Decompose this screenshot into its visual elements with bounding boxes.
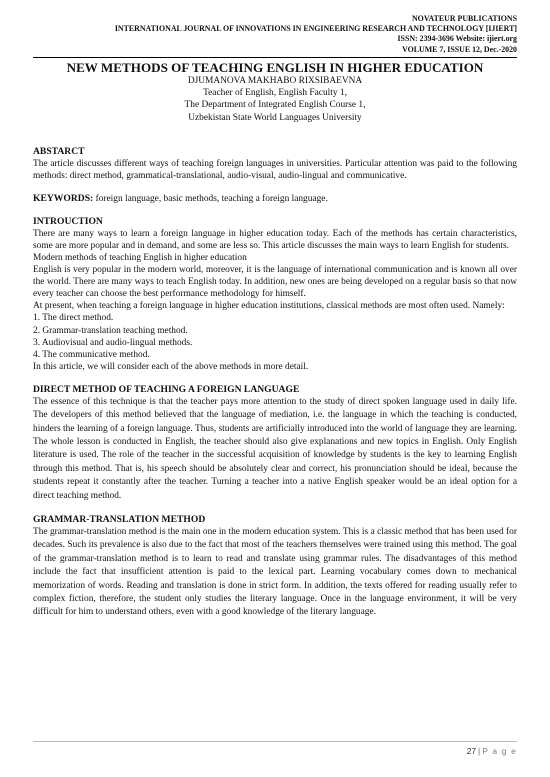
author-name: DJUMANOVA MAKHABO RIXSIBAEVNA [187, 75, 363, 86]
page-footer [467, 746, 517, 756]
direct-method-heading: DIRECT METHOD OF TEACHING A FOREIGN LANGUAGE [33, 383, 300, 395]
issn-line: ISSN: 2394-3696 Website: ijiert.org [397, 34, 517, 44]
list-item: 2. Grammar-translation teaching method. [33, 325, 188, 336]
grammar-translation-section [33, 514, 517, 620]
abstract-heading: ABSTARCT [33, 146, 85, 157]
paragraph: At present, when teaching a foreign language in higher education institutions, classical methods are most often used. Namely: [33, 301, 505, 312]
paragraph: Modern methods of teaching English in higher education [33, 253, 247, 264]
list-item: 1. The direct method. [33, 313, 114, 324]
author-university: Uzbekistan State World Languages University [188, 112, 362, 123]
header-divider [33, 57, 517, 58]
keywords-label: KEYWORDS: [33, 193, 94, 205]
paragraph: The grammar-translation method is the main one in the modern education system. This is a classic method that has been used for decades. Such its prevalence is also due to the fact that most of the teachers themselves were trained using this method. The goal of the grammar-translation method is to learn to read and translate using grammar rules. The disadvantages of this method include the fact that insufficient attention is paid to the lexical part. Learning vocabulary comes down to mechanical memorization of words. Reading and translation is done in strict form. In addition, the texts offered for reading usually refer to complex fiction, therefore, the student only studies the literary language. Once in the language environment, it will be very difficult for him to understand others, even with a good knowledge of the literary language. [33, 526, 517, 618]
journal-header [33, 14, 517, 58]
paper-title: NEW METHODS OF TEACHING ENGLISH IN HIGHER EDUCATION [66, 59, 484, 75]
introduction-section [33, 216, 517, 373]
grammar-translation-heading: GRAMMAR-TRANSLATION METHOD [33, 513, 206, 525]
direct-method-section [33, 384, 517, 503]
abstract-section [33, 146, 517, 182]
paragraph: In this article, we will consider each of the above methods in more detail. [33, 361, 309, 372]
publisher-name: NOVATEUR PUBLICATIONS [411, 14, 517, 23]
list-item: 3. Audiovisual and audio-lingual methods. [33, 337, 193, 348]
paragraph: There are many ways to learn a foreign language in higher education today. Each of the methods has certain characteristics, some are more popular and in demand, and some are less so. This article discusses the main ways to learn English for students. [33, 229, 517, 252]
volume-line: VOLUME 7, ISSUE 12, Dec.-2020 [402, 44, 517, 54]
footer-divider [33, 741, 517, 742]
paper-page [33, 14, 517, 620]
paragraph: The essence of this technique is that the teacher pays more attention to the study of direct spoken language used in daily life. The developers of this method believed that the language of mediation, i.e. the language in which the teaching is conducted, hinders the learning of a foreign language. Thus, students are artificially introduced into the world of language they are learning. The whole lesson is conducted in English, the teacher should also give explanations and new topics in English. Only English literature is used. The role of the teacher in the successful acquisition of knowledge by students is the key to learning English through this method. That is, his speech should be absolutely clear and correct, his pronunciation should be ideal, because the students repeat it constantly after the teacher. Turning a teacher into a native English speaker would be an ideal option for a direct teaching method. [33, 396, 517, 501]
journal-name: INTERNATIONAL JOURNAL OF INNOVATIONS IN ENGINEERING RESEARCH AND TECHNOLOGY [IJIERT] [114, 24, 517, 34]
list-item: 4. The communicative method. [33, 349, 150, 360]
introduction-heading: INTROUCTION [33, 216, 103, 228]
paragraph: English is very popular in the modern world, moreover, it is the language of international communication and is known all over the world. There are many ways to teach English today. In addition, new ones are being developed on a regular basis so that now every teacher can choose the best performance methodology for himself. [33, 265, 517, 300]
page-number: 27 [466, 746, 477, 756]
author-department: The Department of Integrated English Course 1, [184, 100, 366, 111]
keywords-line [33, 193, 517, 205]
page-word: P a g e [482, 746, 517, 756]
keywords-text: foreign language, basic methods, teaching a foreign language. [93, 194, 328, 205]
author-position: Teacher of English, English Faculty 1, [203, 88, 347, 99]
author-block [33, 75, 517, 124]
footer-separator: | [478, 746, 481, 756]
abstract-text: The article discusses different ways of teaching foreign languages in universities. Particular attention was paid to the following methods: direct method, grammatical-translational, audio-visual, audio-lingual and communicative. [33, 159, 517, 182]
